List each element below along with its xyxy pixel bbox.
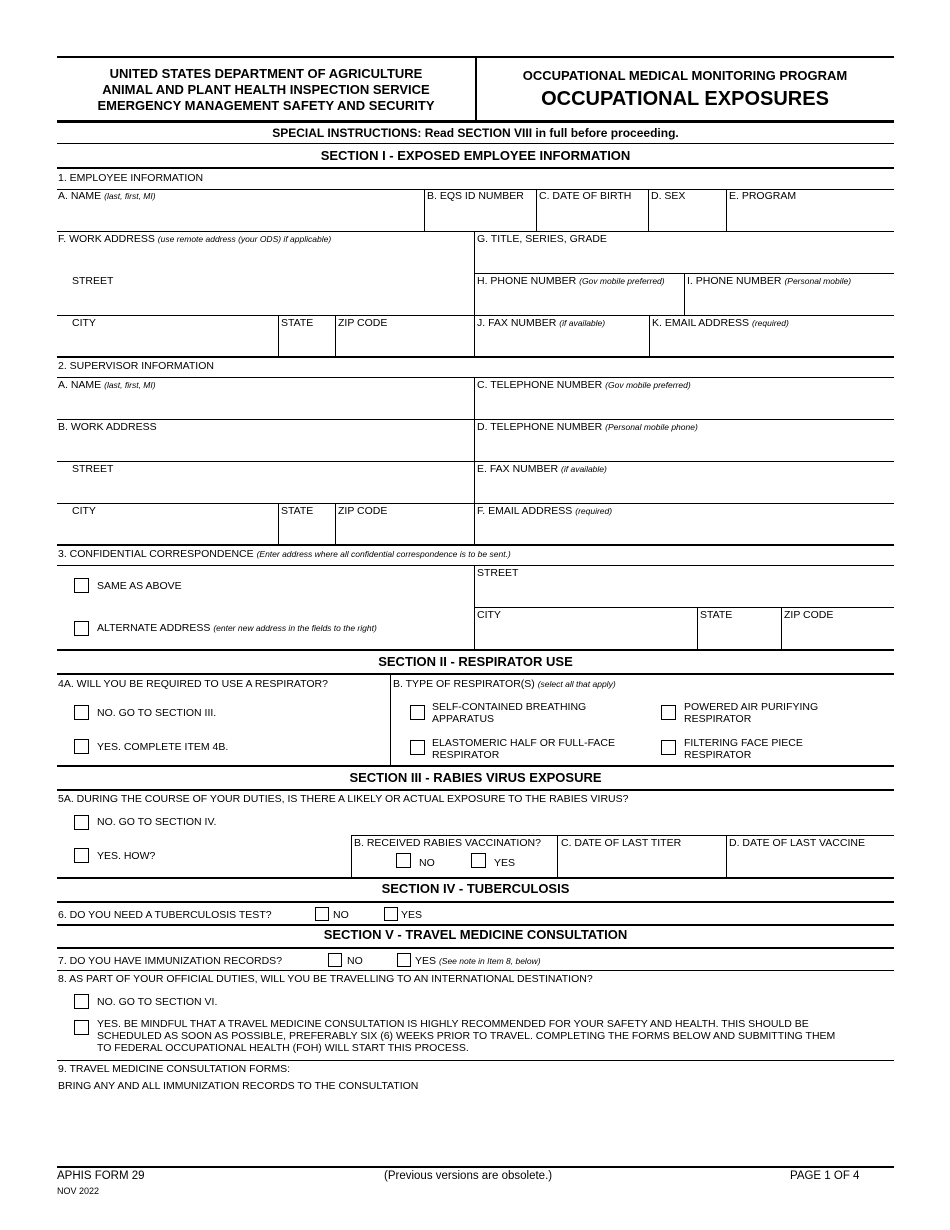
- obsolete-note: (Previous versions are obsolete.): [384, 1170, 553, 1182]
- immunization-yes-checkbox[interactable]: [397, 953, 411, 967]
- divider: [536, 189, 537, 231]
- rabies-no-label: NO. GO TO SECTION IV.: [97, 816, 217, 828]
- alternate-address-text: ALTERNATE ADDRESS: [97, 622, 211, 634]
- rule: [57, 765, 894, 767]
- immunization-question: 7. DO YOU HAVE IMMUNIZATION RECORDS?: [58, 955, 283, 967]
- confidential-note: (Enter address where all confidential correspondence is to be sent.): [256, 549, 511, 559]
- filtering-face-piece-checkbox[interactable]: [661, 740, 676, 755]
- filtering-face-piece-label: [684, 737, 803, 761]
- rule: [57, 924, 894, 926]
- agency-line-1: UNITED STATES DEPARTMENT OF AGRICULTURE: [109, 66, 423, 81]
- sex-field[interactable]: D. SEX: [651, 190, 686, 202]
- tb-yes-label: YES: [401, 909, 423, 921]
- footer-rule: [57, 1166, 894, 1168]
- immunization-no-label: NO: [347, 955, 363, 967]
- zip-code-field[interactable]: ZIP CODE: [338, 317, 388, 329]
- street-field[interactable]: STREET: [72, 275, 114, 287]
- vaccination-yes-label: YES: [494, 857, 516, 869]
- divider: [474, 231, 475, 357]
- rule: [57, 565, 894, 566]
- travel-yes-label: [97, 1018, 835, 1054]
- gov-phone-label: H. PHONE NUMBER: [477, 275, 577, 287]
- rule: [57, 544, 894, 546]
- employee-name-label: A. NAME: [58, 190, 102, 202]
- employee-name-note: (last, first, MI): [104, 191, 156, 201]
- scba-label: [432, 701, 586, 725]
- rule: [57, 315, 894, 316]
- rule: [57, 877, 894, 879]
- section-3-title: SECTION III - RABIES VIRUS EXPOSURE: [349, 770, 602, 785]
- alternate-address-note: (enter new address in the fields to the right): [213, 623, 377, 633]
- rule: [57, 789, 894, 791]
- last-vaccine-field[interactable]: D. DATE OF LAST VACCINE: [729, 837, 865, 849]
- tb-no-checkbox[interactable]: [315, 907, 329, 921]
- divider: [390, 674, 391, 766]
- email-note: (required): [751, 318, 789, 328]
- rule: [57, 673, 894, 675]
- page-number: PAGE 1 OF 4: [790, 1170, 860, 1182]
- travel-forms-heading: 9. TRAVEL MEDICINE CONSULTATION FORMS:: [58, 1063, 290, 1075]
- ffp-line-2: RESPIRATOR: [684, 749, 752, 761]
- divider: [697, 607, 698, 650]
- divider: [726, 189, 727, 231]
- confidential-street-field[interactable]: STREET: [477, 567, 519, 579]
- divider: [335, 315, 336, 357]
- same-as-above-label: SAME AS ABOVE: [97, 580, 182, 592]
- vaccination-no-label: NO: [419, 857, 435, 869]
- supervisor-name-field[interactable]: [58, 379, 156, 391]
- rule: [57, 901, 894, 903]
- divider: [335, 503, 336, 545]
- supervisor-email-field[interactable]: [477, 505, 612, 517]
- respirator-no-label: NO. GO TO SECTION III.: [97, 707, 217, 719]
- rule: [57, 503, 894, 504]
- supervisor-personal-phone-field[interactable]: [477, 421, 698, 433]
- divider: [649, 315, 650, 357]
- supervisor-email-note: (required): [575, 506, 613, 516]
- papr-line-2: RESPIRATOR: [684, 713, 752, 725]
- form-date: NOV 2022: [57, 1186, 100, 1196]
- section-5-title: SECTION V - TRAVEL MEDICINE CONSULTATION: [323, 927, 628, 942]
- email-label: K. EMAIL ADDRESS: [652, 317, 750, 329]
- supervisor-personal-phone-note: (Personal mobile phone): [605, 422, 698, 432]
- immunization-yes-note: (See note in Item 8, below): [438, 956, 541, 966]
- respirator-yes-checkbox[interactable]: [74, 739, 89, 754]
- agency-block: [57, 66, 475, 114]
- rule: [57, 970, 894, 971]
- rule: [57, 356, 894, 358]
- vaccination-no-checkbox[interactable]: [396, 853, 411, 868]
- rabies-yes-label: YES. HOW?: [97, 850, 156, 862]
- supervisor-gov-phone-note: (Gov mobile preferred): [605, 380, 691, 390]
- special-instructions: SPECIAL INSTRUCTIONS: Read SECTION VIII in full before proceeding.: [272, 126, 679, 140]
- eqs-id-field[interactable]: B. EQS ID NUMBER: [427, 190, 524, 202]
- rabies-yes-checkbox[interactable]: [74, 848, 89, 863]
- divider: [557, 835, 558, 878]
- rabies-question: 5A. DURING THE COURSE OF YOUR DUTIES, IS THERE A LIKELY OR ACTUAL EXPOSURE TO THE RABIES VIRUS?: [58, 793, 629, 805]
- confidential-zip-field[interactable]: ZIP CODE: [784, 609, 834, 621]
- supervisor-fax-note: (if available): [561, 464, 607, 474]
- rule: [57, 143, 894, 144]
- travel-no-label: NO. GO TO SECTION VI.: [97, 996, 218, 1008]
- supervisor-gov-phone-field[interactable]: [477, 379, 691, 391]
- employee-name-field[interactable]: [58, 190, 156, 202]
- rabies-vaccination-heading: B. RECEIVED RABIES VACCINATION?: [354, 837, 541, 849]
- respirator-type-note: (select all that apply): [537, 679, 616, 689]
- rule: [57, 947, 894, 949]
- divider: [648, 189, 649, 231]
- scba-line-2: APPARATUS: [432, 713, 495, 725]
- respirator-type-label: B. TYPE OF RESPIRATOR(S): [393, 678, 535, 690]
- travel-yes-line-3: TO FEDERAL OCCUPATIONAL HEALTH (FOH) WILL START THIS PROCESS.: [97, 1042, 469, 1054]
- travel-yes-line-1: YES. BE MINDFUL THAT A TRAVEL MEDICINE CONSULTATION IS HIGHLY RECOMMENDED FOR YOUR SAFETY AND HEALTH. THIS SHOULD BE: [97, 1018, 809, 1030]
- last-titer-field[interactable]: C. DATE OF LAST TITER: [561, 837, 682, 849]
- date-of-birth-field[interactable]: C. DATE OF BIRTH: [539, 190, 632, 202]
- supervisor-name-label: A. NAME: [58, 379, 102, 391]
- tb-yes-checkbox[interactable]: [384, 907, 398, 921]
- supervisor-state-field[interactable]: STATE: [281, 505, 314, 517]
- alternate-address-checkbox[interactable]: [74, 621, 89, 636]
- rule: [57, 377, 894, 378]
- rule: [57, 419, 894, 420]
- papr-line-1: POWERED AIR PURIFYING: [684, 701, 819, 713]
- agency-line-2: ANIMAL AND PLANT HEALTH INSPECTION SERVICE: [102, 82, 430, 97]
- form-title: OCCUPATIONAL EXPOSURES: [541, 88, 829, 110]
- elastomeric-checkbox[interactable]: [410, 740, 425, 755]
- header-bottom-rule: [57, 120, 894, 123]
- travel-forms-note: BRING ANY AND ALL IMMUNIZATION RECORDS TO THE CONSULTATION: [58, 1080, 419, 1092]
- scba-line-1: SELF-CONTAINED BREATHING: [432, 701, 587, 713]
- form-number: APHIS FORM 29: [57, 1170, 145, 1182]
- confidential-label: 3. CONFIDENTIAL CORRESPONDENCE: [58, 548, 254, 560]
- immunization-yes-text: YES: [415, 955, 437, 967]
- respirator-no-checkbox[interactable]: [74, 705, 89, 720]
- papr-checkbox[interactable]: [661, 705, 676, 720]
- agency-line-3: EMERGENCY MANAGEMENT SAFETY AND SECURITY: [97, 98, 435, 113]
- program-name: OCCUPATIONAL MEDICAL MONITORING PROGRAM: [522, 68, 848, 83]
- gov-phone-field[interactable]: [477, 275, 665, 287]
- divider: [278, 315, 279, 357]
- tb-no-label: NO: [333, 909, 349, 921]
- divider: [351, 835, 352, 878]
- employee-info-heading: 1. EMPLOYEE INFORMATION: [58, 172, 204, 184]
- work-address-label: F. WORK ADDRESS: [58, 233, 155, 245]
- supervisor-work-address-field[interactable]: B. WORK ADDRESS: [58, 421, 157, 433]
- divider: [278, 503, 279, 545]
- vaccination-yes-checkbox[interactable]: [471, 853, 486, 868]
- confidential-state-field[interactable]: STATE: [700, 609, 733, 621]
- papr-label: [684, 701, 818, 725]
- supervisor-info-heading: 2. SUPERVISOR INFORMATION: [58, 360, 214, 372]
- divider: [684, 273, 685, 315]
- immunization-yes-label: [415, 955, 541, 967]
- travel-yes-checkbox[interactable]: [74, 1020, 89, 1035]
- ffp-line-1: FILTERING FACE PIECE: [684, 737, 803, 749]
- rabies-no-checkbox[interactable]: [74, 815, 89, 830]
- travel-question: 8. AS PART OF YOUR OFFICIAL DUTIES, WILL YOU BE TRAVELLING TO AN INTERNATIONAL DESTINATION?: [58, 973, 593, 985]
- program-field[interactable]: E. PROGRAM: [729, 190, 797, 202]
- supervisor-name-note: (last, first, MI): [104, 380, 156, 390]
- immunization-no-checkbox[interactable]: [328, 953, 342, 967]
- confidential-city-field[interactable]: CITY: [477, 609, 501, 621]
- supervisor-city-field[interactable]: CITY: [72, 505, 96, 517]
- respirator-type-heading: [393, 678, 616, 690]
- supervisor-personal-phone-label: D. TELEPHONE NUMBER: [477, 421, 603, 433]
- elastomeric-line-1: ELASTOMERIC HALF OR FULL-FACE: [432, 737, 616, 749]
- supervisor-zip-field[interactable]: ZIP CODE: [338, 505, 388, 517]
- personal-phone-field[interactable]: [687, 275, 851, 287]
- work-address-note: (use remote address (your ODS) if applicable): [157, 234, 332, 244]
- respirator-yes-label: YES. COMPLETE ITEM 4B.: [97, 741, 229, 753]
- title-series-grade-field[interactable]: G. TITLE, SERIES, GRADE: [477, 233, 607, 245]
- travel-no-checkbox[interactable]: [74, 994, 89, 1009]
- elastomeric-label: [432, 737, 615, 761]
- rule: [57, 231, 894, 232]
- divider: [726, 835, 727, 878]
- section-4-title: SECTION IV - TUBERCULOSIS: [381, 881, 570, 896]
- city-field[interactable]: CITY: [72, 317, 96, 329]
- respirator-question: 4A. WILL YOU BE REQUIRED TO USE A RESPIRATOR?: [58, 678, 328, 690]
- scba-checkbox[interactable]: [410, 705, 425, 720]
- rule: [57, 461, 894, 462]
- fax-field[interactable]: [477, 317, 605, 329]
- rule: [57, 649, 894, 651]
- gov-phone-note: (Gov mobile preferred): [579, 276, 665, 286]
- fax-note: (if available): [559, 318, 606, 328]
- divider: [424, 189, 425, 231]
- fax-label: J. FAX NUMBER: [477, 317, 557, 329]
- supervisor-gov-phone-label: C. TELEPHONE NUMBER: [477, 379, 603, 391]
- section-1-title: SECTION I - EXPOSED EMPLOYEE INFORMATION: [320, 148, 631, 163]
- travel-yes-line-2: SCHEDULED AS SOON AS POSSIBLE, PREFERABLY SIX (6) WEEKS PRIOR TO TRAVEL. COMPLETING THE FORMS BELOW AND SUBMITTING THEM: [97, 1030, 836, 1042]
- rule: [57, 167, 894, 169]
- section-2-title: SECTION II - RESPIRATOR USE: [378, 654, 573, 669]
- divider: [781, 607, 782, 650]
- rule: [57, 1060, 894, 1061]
- email-field[interactable]: [652, 317, 789, 329]
- personal-phone-label: I. PHONE NUMBER: [687, 275, 782, 287]
- personal-phone-note: (Personal mobile): [784, 276, 852, 286]
- supervisor-street-field[interactable]: STREET: [72, 463, 114, 475]
- tb-question: 6. DO YOU NEED A TUBERCULOSIS TEST?: [58, 909, 272, 921]
- same-as-above-checkbox[interactable]: [74, 578, 89, 593]
- elastomeric-line-2: RESPIRATOR: [432, 749, 500, 761]
- rule: [351, 835, 894, 836]
- state-field[interactable]: STATE: [281, 317, 314, 329]
- confidential-heading: [58, 548, 511, 560]
- supervisor-fax-field[interactable]: [477, 463, 607, 475]
- work-address-field[interactable]: [58, 233, 331, 245]
- supervisor-fax-label: E. FAX NUMBER: [477, 463, 559, 475]
- supervisor-email-label: F. EMAIL ADDRESS: [477, 505, 573, 517]
- alternate-address-label: [97, 622, 377, 634]
- rule: [474, 607, 894, 608]
